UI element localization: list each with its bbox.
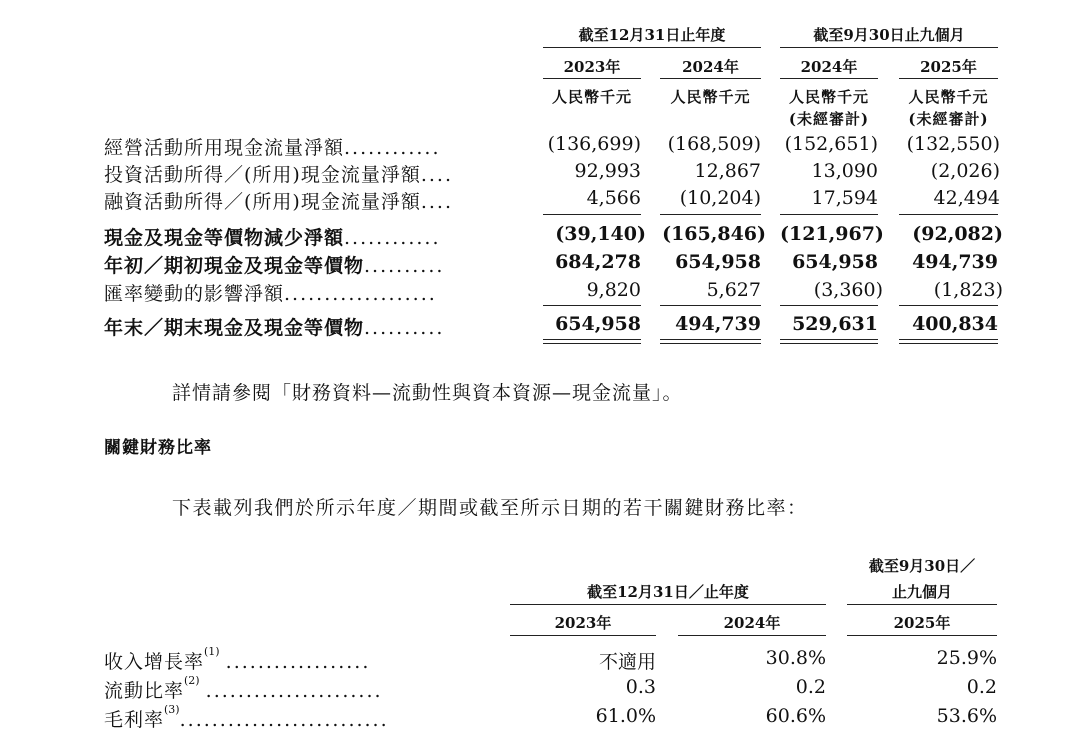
- leader-dots: ............: [344, 137, 441, 159]
- cashflow-unit-col-1: 人民幣千元: [551, 88, 632, 106]
- footnote-ref: (2): [184, 676, 200, 687]
- ratios-cell: 53.6%: [936, 705, 997, 727]
- ratios-cell: 60.6%: [765, 705, 826, 727]
- footnote-ref: (1): [204, 647, 220, 658]
- cashflow-cell: (121,967): [780, 223, 884, 245]
- cashflow-cell: 654,958: [555, 313, 641, 335]
- cashflow-cell: (10,204): [679, 187, 761, 209]
- row-label-text: 融資活動所得／(所用)現金流量淨額: [104, 191, 421, 213]
- cashflow-cell: 42,494: [933, 187, 1000, 209]
- cashflow-cell: 5,627: [706, 279, 761, 301]
- cashflow-row-label: [104, 160, 524, 187]
- cashflow-year-col-1: 2023年: [563, 58, 621, 76]
- cashflow-cell: (3,360): [813, 279, 883, 301]
- cashflow-year-col-2: 2024年: [682, 58, 739, 76]
- cashflow-cell: 17,594: [811, 187, 878, 209]
- cashflow-cell: 92,993: [574, 160, 641, 182]
- cashflow-cell: (2,026): [930, 160, 1000, 182]
- cashflow-unit-col-3: 人民幣千元: [788, 88, 869, 106]
- cashflow-cell: (1,823): [933, 279, 1003, 301]
- leader-dots: ..........................: [179, 709, 389, 731]
- ratios-cell: 不適用: [598, 651, 656, 673]
- cashflow-cell: (136,699): [547, 133, 641, 155]
- ratios-row-label: [104, 647, 494, 674]
- ratios-group-header-2-line2: 止九個月: [891, 583, 952, 601]
- leader-dots: ..................: [225, 651, 371, 673]
- cashflow-unaudited-col-3: (未經審計): [788, 110, 870, 128]
- cashflow-row-label: [104, 187, 524, 214]
- row-label-text: 經營活動所用現金流量淨額: [104, 137, 345, 159]
- row-label-text: 現金及現金等價物減少淨額: [104, 227, 345, 249]
- ratios-cell: 0.2: [795, 676, 826, 698]
- leader-dots: ...................: [284, 283, 437, 305]
- ratios-intro: 下表載列我們於所示年度／期間或截至所示日期的若干關鍵財務比率：: [172, 497, 808, 519]
- cashflow-cell: (165,846): [662, 223, 766, 245]
- row-label-text: 投資活動所得／(所用)現金流量淨額: [104, 164, 421, 186]
- ratios-cell: 25.9%: [936, 647, 997, 669]
- ratios-cell: 0.2: [966, 676, 997, 698]
- leader-dots: ..........: [364, 317, 445, 339]
- cashflow-cell: 400,834: [912, 313, 998, 335]
- cashflow-row-label: [104, 279, 524, 306]
- cashflow-cell: 654,958: [675, 251, 761, 273]
- cashflow-group-header-year: 截至12月31日止年度: [578, 26, 726, 44]
- cashflow-cell: (168,509): [667, 133, 761, 155]
- ratios-year-col-2: 2024年: [723, 614, 781, 632]
- cashflow-row-label: [104, 133, 524, 160]
- row-label-text: 匯率變動的影響淨額: [104, 283, 285, 305]
- reference-text: 詳情請參閱「財務資料—流動性與資本資源—現金流量」。: [172, 382, 683, 404]
- ratios-cell: 0.3: [625, 676, 656, 698]
- cashflow-row-label: [104, 313, 524, 340]
- row-label-text: 毛利率: [104, 709, 165, 731]
- ratios-cell: 30.8%: [765, 647, 826, 669]
- cashflow-cell: 529,631: [792, 313, 878, 335]
- row-label-text: 收入增長率: [104, 651, 205, 673]
- cashflow-year-col-3: 2024年: [800, 58, 858, 76]
- cashflow-cell: (152,651): [784, 133, 878, 155]
- row-label-text: 流動比率: [104, 680, 185, 702]
- cashflow-unit-col-2: 人民幣千元: [670, 88, 751, 106]
- leader-dots: ....: [420, 191, 453, 213]
- cashflow-cell: 684,278: [555, 251, 641, 273]
- ratios-year-col-3: 2025年: [893, 614, 951, 632]
- cashflow-cell: 12,867: [694, 160, 761, 182]
- cashflow-year-col-4: 2025年: [920, 58, 977, 76]
- cashflow-cell: (39,140): [555, 223, 646, 245]
- ratios-cell: 61.0%: [595, 705, 656, 727]
- cashflow-row-label: [104, 223, 524, 250]
- cashflow-unaudited-col-4: (未經審計): [908, 110, 989, 128]
- cashflow-cell: 494,739: [675, 313, 761, 335]
- leader-dots: ......................: [205, 680, 383, 702]
- ratios-group-header-1: 截至12月31日／止年度: [587, 583, 749, 601]
- cashflow-row-label: [104, 251, 524, 278]
- leader-dots: ............: [344, 227, 441, 249]
- footnote-ref: (3): [164, 705, 180, 716]
- cashflow-cell: 654,958: [792, 251, 878, 273]
- row-label-text: 年初／期初現金及現金等價物: [104, 255, 365, 277]
- cashflow-cell: 13,090: [811, 160, 878, 182]
- cashflow-cell: (92,082): [912, 223, 1003, 245]
- cashflow-group-header-nine-months: 截至9月30日止九個月: [813, 26, 965, 44]
- ratios-row-label: [104, 676, 494, 703]
- cashflow-cell: (132,550): [906, 133, 1000, 155]
- cashflow-unit-col-4: 人民幣千元: [908, 88, 989, 106]
- leader-dots: ....: [420, 164, 453, 186]
- cashflow-cell: 4,566: [586, 187, 641, 209]
- leader-dots: ..........: [364, 255, 445, 277]
- ratios-group-header-2-line1: 截至9月30日／: [868, 557, 976, 575]
- row-label-text: 年末／期末現金及現金等價物: [104, 317, 365, 339]
- cashflow-cell: 494,739: [912, 251, 998, 273]
- ratios-row-label: [104, 705, 494, 732]
- ratios-year-col-1: 2023年: [554, 614, 612, 632]
- cashflow-cell: 9,820: [586, 279, 641, 301]
- ratios-heading: 關鍵財務比率: [104, 438, 212, 458]
